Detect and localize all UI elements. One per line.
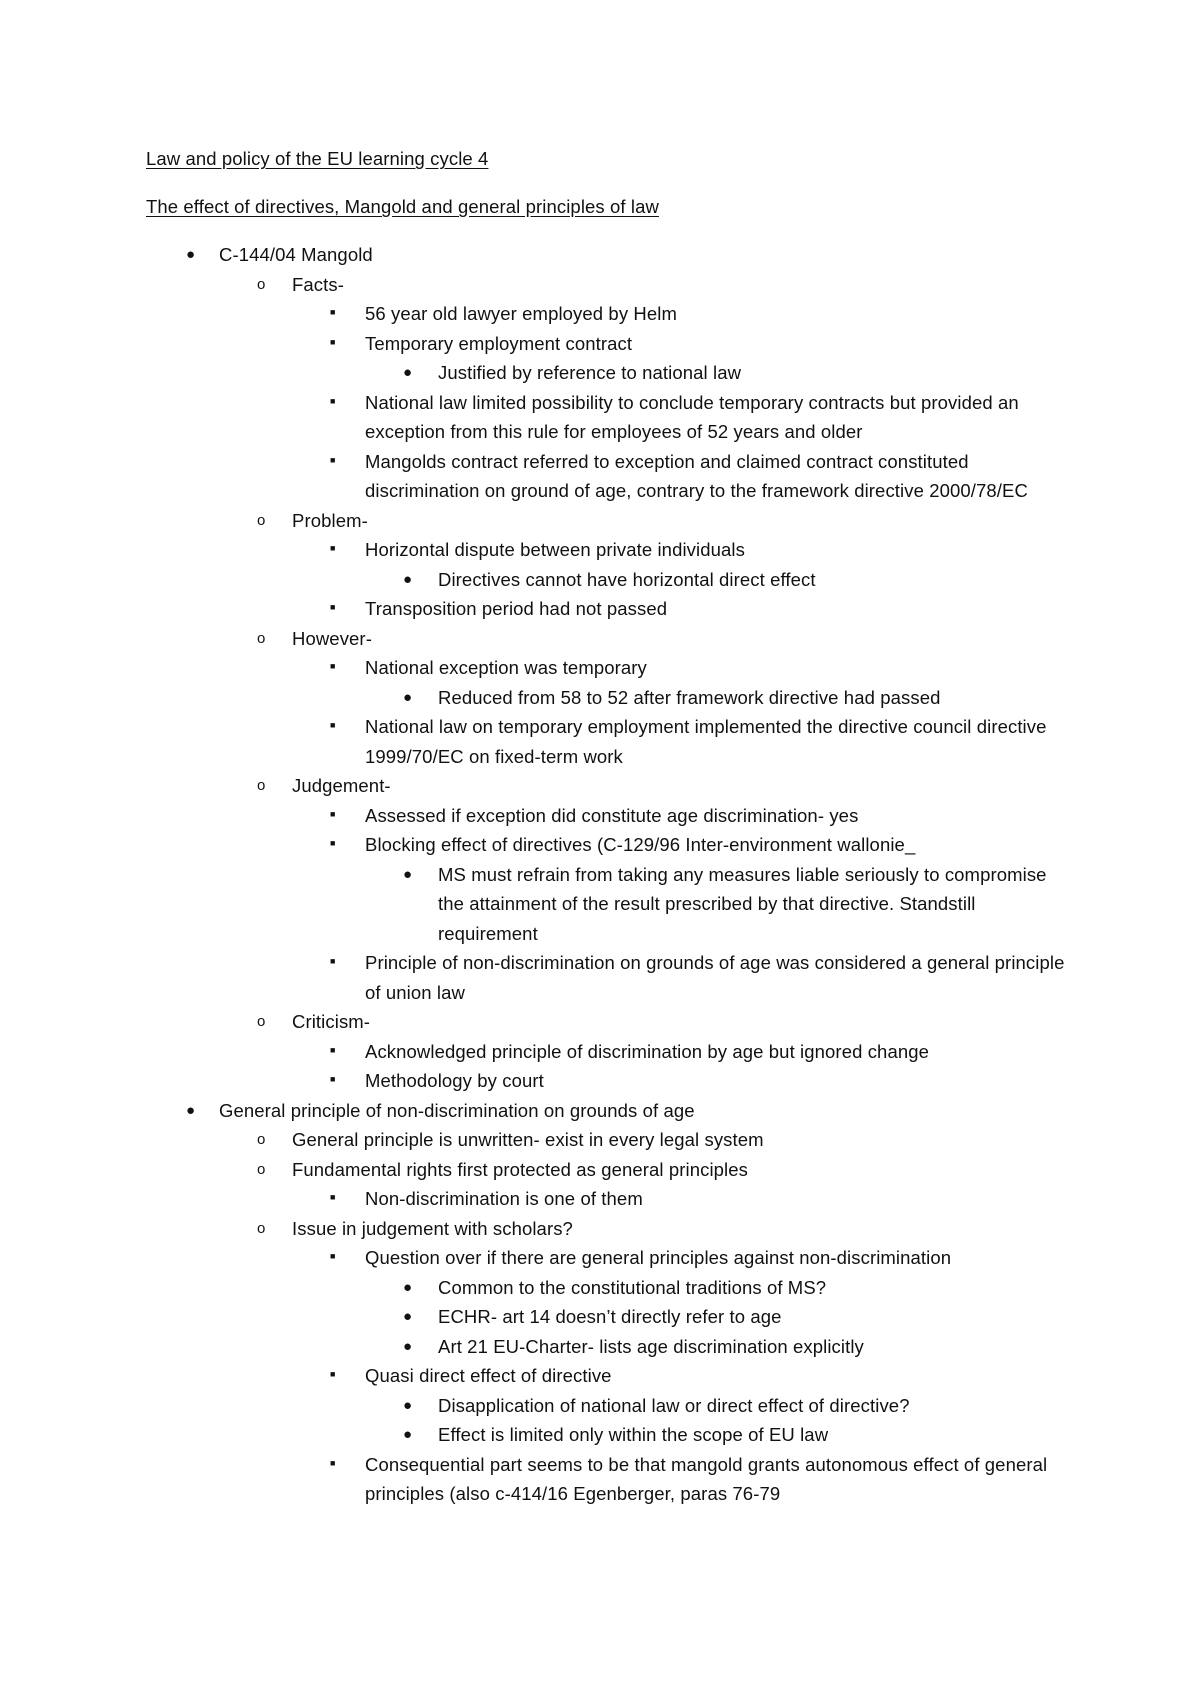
outline-item-text: National exception was temporary	[365, 657, 647, 678]
square-bullet-icon: ■	[330, 1251, 336, 1261]
outline-item-text: General principle is unwritten- exist in every legal system	[292, 1129, 764, 1150]
outline-item-level-3	[0, 535, 1200, 565]
square-bullet-icon: ■	[330, 307, 336, 317]
outline-item-level-4	[0, 1332, 1200, 1362]
outline-item-text: Question over if there are general principles against non-discrimination	[365, 1247, 952, 1268]
outline-item-text: Art 21 EU-Charter- lists age discrimination explicitly	[438, 1335, 864, 1357]
outline-item-level-4	[0, 358, 1200, 388]
square-bullet-icon: ■	[330, 395, 336, 406]
outline-item-level-2	[0, 270, 1200, 300]
outline-item-text: Blocking effect of directives (C-129/96 Inter-environment wallonie_	[365, 834, 916, 855]
hollow-bullet-icon: o	[257, 511, 266, 529]
square-bullet-icon: ■	[330, 1192, 336, 1202]
outline-item-text: ECHR- art 14 doesn’t directly refer to age	[438, 1306, 782, 1327]
hollow-bullet-icon: o	[257, 777, 266, 794]
square-bullet-icon: ■	[330, 336, 336, 347]
outline-item-text: MS must refrain from taking any measures liable seriously to compromise the attainment of the result prescribed by that directive. Standstill requirement	[438, 863, 1047, 944]
outline-item-text: Reduced from 58 to 52 after framework directive had passed	[438, 686, 941, 708]
round-bullet-icon: ●	[186, 1101, 196, 1119]
square-bullet-icon: ■	[330, 543, 336, 553]
outline-item-level-3	[0, 653, 1200, 683]
square-bullet-icon: ■	[330, 838, 336, 848]
outline-item-level-3	[0, 447, 1200, 506]
outline-item-level-3	[0, 594, 1200, 624]
outline-item-text: Non-discrimination is one of them	[365, 1188, 643, 1209]
document-title: Law and policy of the EU learning cycle 4	[146, 148, 489, 169]
outline-item-level-4	[0, 1391, 1200, 1421]
round-bullet-icon: ●	[403, 1278, 413, 1296]
outline-item-text: General principle of non-discrimination on grounds of age	[219, 1099, 695, 1121]
outline-item-level-3	[0, 299, 1200, 329]
outline-item-text: Fundamental rights first protected as general principles	[292, 1158, 748, 1180]
hollow-bullet-icon: o	[257, 1219, 266, 1237]
round-bullet-icon: ●	[403, 1426, 413, 1443]
outline-item-level-4	[0, 565, 1200, 595]
outline-item-text: Problem-	[292, 509, 368, 531]
outline-item-text: Transposition period had not passed	[365, 598, 668, 619]
outline-item-level-3	[0, 329, 1200, 359]
square-bullet-icon: ■	[330, 1457, 336, 1468]
square-bullet-icon: ■	[330, 1044, 336, 1055]
round-bullet-icon: ●	[403, 1337, 413, 1355]
outline-item-level-4	[0, 1420, 1200, 1450]
outline-item-level-2	[0, 506, 1200, 536]
outline-item-level-3	[0, 388, 1200, 447]
hollow-bullet-icon: o	[257, 1131, 266, 1148]
outline-item-level-4	[0, 1273, 1200, 1303]
square-bullet-icon: ■	[330, 956, 336, 966]
square-bullet-icon: ■	[330, 1074, 336, 1084]
outline-item-text: Quasi direct effect of directive	[365, 1365, 612, 1386]
round-bullet-icon: ●	[403, 570, 413, 588]
outline-item-level-3	[0, 712, 1200, 771]
outline-item-text: Issue in judgement with scholars?	[292, 1217, 573, 1239]
outline-item-level-2	[0, 1155, 1200, 1185]
outline-item-text: National law limited possibility to conclude temporary contracts but provided an exception from this rule for employees of 52 years and older	[365, 391, 1019, 442]
outline-item-text: However-	[292, 627, 372, 649]
hollow-bullet-icon: o	[257, 629, 266, 647]
round-bullet-icon: ●	[403, 1396, 413, 1414]
outline-item-level-4	[0, 1302, 1200, 1332]
outline-item-text: Effect is limited only within the scope of EU law	[438, 1424, 829, 1445]
outline-item-level-3	[0, 1066, 1200, 1096]
outline-item-level-3	[0, 1184, 1200, 1214]
outline-item-level-2	[0, 1214, 1200, 1244]
outline-item-level-3	[0, 1361, 1200, 1391]
outline-item-text: Disapplication of national law or direct effect of directive?	[438, 1394, 910, 1416]
outline-item-level-2	[0, 624, 1200, 654]
square-bullet-icon: ■	[330, 808, 336, 819]
outline-item-text: 56 year old lawyer employed by Helm	[365, 303, 677, 324]
outline-item-text: Assessed if exception did constitute age discrimination- yes	[365, 804, 859, 826]
outline-item-level-4	[0, 860, 1200, 949]
outline-item-text: Temporary employment contract	[365, 332, 633, 354]
outline-item-level-2	[0, 1007, 1200, 1037]
outline-item-level-3	[0, 1243, 1200, 1273]
outline-item-level-2	[0, 1125, 1200, 1155]
outline-item-level-1	[0, 240, 1200, 270]
outline-item-level-3	[0, 830, 1200, 860]
hollow-bullet-icon: o	[257, 275, 266, 293]
square-bullet-icon: ■	[330, 454, 336, 465]
square-bullet-icon: ■	[330, 720, 336, 730]
round-bullet-icon: ●	[403, 688, 413, 706]
outline-item-level-2	[0, 771, 1200, 801]
outline-item-text: Acknowledged principle of discrimination by age but ignored change	[365, 1040, 930, 1062]
round-bullet-icon: ●	[403, 364, 413, 381]
outline-item-level-3	[0, 948, 1200, 1007]
outline-item-level-3	[0, 1450, 1200, 1509]
outline-item-text: Common to the constitutional traditions of MS?	[438, 1276, 827, 1298]
round-bullet-icon: ●	[186, 246, 196, 263]
outline-item-text: Judgement-	[292, 775, 391, 796]
outline-item-level-1	[0, 1096, 1200, 1126]
outline-item-text: Criticism-	[292, 1011, 371, 1032]
square-bullet-icon: ■	[330, 661, 336, 671]
hollow-bullet-icon: o	[257, 1013, 266, 1030]
outline-item-text: C-144/04 Mangold	[219, 244, 373, 265]
outline-item-text: Horizontal dispute between private individuals	[365, 539, 745, 560]
round-bullet-icon: ●	[403, 865, 413, 883]
document-subtitle: The effect of directives, Mangold and general principles of law	[146, 196, 659, 217]
outline-item-level-3	[0, 801, 1200, 831]
square-bullet-icon: ■	[330, 1369, 336, 1379]
hollow-bullet-icon: o	[257, 1160, 266, 1178]
outline-item-text: Directives cannot have horizontal direct effect	[438, 568, 816, 590]
outline-item-level-3	[0, 1037, 1200, 1067]
outline-item-text: Justified by reference to national law	[438, 362, 742, 383]
outline-item-level-4	[0, 683, 1200, 713]
round-bullet-icon: ●	[403, 1308, 413, 1325]
outline-item-text: Mangolds contract referred to exception and claimed contract constituted discrimination on ground of age, contrary to the framework directive 2000/78/EC	[365, 450, 1028, 501]
outline-item-text: National law on temporary employment implemented the directive council directive 1999/70/EC on fixed-term work	[365, 716, 1047, 767]
square-bullet-icon: ■	[330, 602, 336, 612]
outline-item-text: Facts-	[292, 273, 344, 295]
outline-item-text: Methodology by court	[365, 1070, 544, 1091]
notes-outline	[0, 240, 1200, 1509]
outline-item-text: Principle of non-discrimination on grounds of age was considered a general principle of union law	[365, 952, 1065, 1003]
outline-item-text: Consequential part seems to be that mangold grants autonomous effect of general principles (also c-414/16 Egenberger, paras 76-79	[365, 1453, 1048, 1504]
